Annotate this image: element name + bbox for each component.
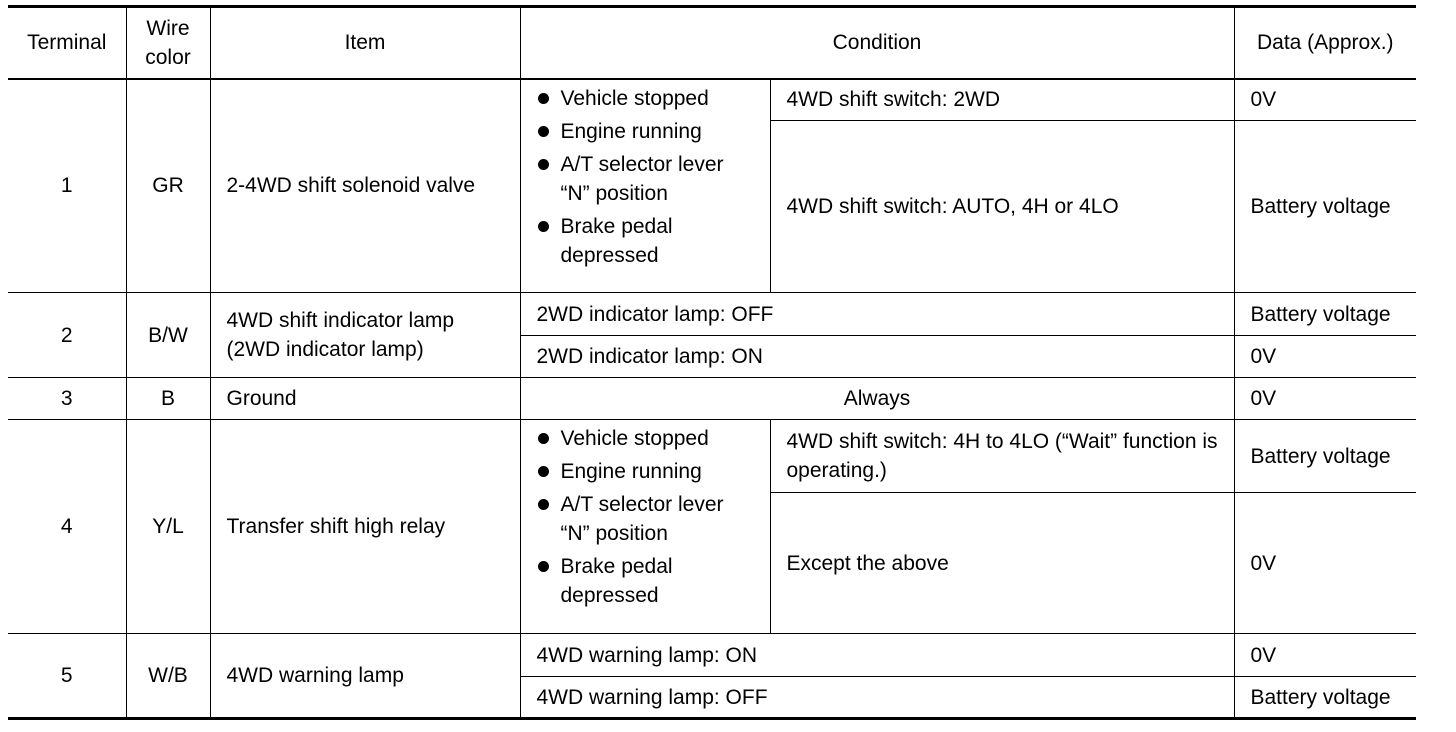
header-terminal: Terminal bbox=[8, 7, 126, 79]
sub-condition-cell: 4WD shift switch: AUTO, 4H or 4LO bbox=[770, 121, 1234, 293]
data-cell: 0V bbox=[1234, 493, 1416, 634]
sub-condition-cell: 4WD shift switch: 2WD bbox=[770, 79, 1234, 121]
sub-condition-cell: Except the above bbox=[770, 493, 1234, 634]
bullet-item: Vehicle stopped bbox=[537, 84, 754, 113]
condition-cell: 4WD warning lamp: OFF bbox=[520, 677, 1234, 719]
bullet-item: A/T selector lever “N” position bbox=[537, 150, 754, 208]
sub-condition-cell: 4WD shift switch: 4H to 4LO (“Wait” function is operating.) bbox=[770, 420, 1234, 493]
condition-cell: 4WD warning lamp: ON bbox=[520, 634, 1234, 677]
bullet-item: Engine running bbox=[537, 117, 754, 146]
data-cell: Battery voltage bbox=[1234, 293, 1416, 336]
terminal-cell: 4 bbox=[8, 420, 126, 634]
table-row bbox=[8, 293, 1416, 336]
wire-color-cell: Y/L bbox=[126, 420, 210, 634]
wire-color-cell: B/W bbox=[126, 293, 210, 378]
wire-color-cell: B bbox=[126, 378, 210, 420]
data-cell: Battery voltage bbox=[1234, 677, 1416, 719]
terminal-cell: 3 bbox=[8, 378, 126, 420]
data-cell: 0V bbox=[1234, 79, 1416, 121]
table-row bbox=[8, 378, 1416, 420]
bullet-item: Vehicle stopped bbox=[537, 424, 754, 453]
table-row bbox=[8, 634, 1416, 677]
terminal-data-table bbox=[8, 5, 1416, 720]
condition-cell: Always bbox=[520, 378, 1234, 420]
item-cell: Transfer shift high relay bbox=[210, 420, 520, 634]
condition-cell: 2WD indicator lamp: ON bbox=[520, 336, 1234, 378]
terminal-cell: 5 bbox=[8, 634, 126, 719]
data-cell: Battery voltage bbox=[1234, 420, 1416, 493]
header-data: Data (Approx.) bbox=[1234, 7, 1416, 79]
bullet-item: A/T selector lever “N” position bbox=[537, 490, 754, 548]
item-cell: 2-4WD shift solenoid valve bbox=[210, 79, 520, 293]
condition-cell: 2WD indicator lamp: OFF bbox=[520, 293, 1234, 336]
bullet-item: Engine running bbox=[537, 457, 754, 486]
header-condition: Condition bbox=[520, 7, 1234, 79]
condition-bullets bbox=[520, 79, 770, 293]
condition-bullets bbox=[520, 420, 770, 634]
data-cell: 0V bbox=[1234, 336, 1416, 378]
header-row bbox=[8, 7, 1416, 79]
data-cell: 0V bbox=[1234, 634, 1416, 677]
data-cell: Battery voltage bbox=[1234, 121, 1416, 293]
header-item: Item bbox=[210, 7, 520, 79]
bullet-item: Brake pedal depressed bbox=[537, 552, 754, 610]
wire-color-cell: W/B bbox=[126, 634, 210, 719]
terminal-cell: 1 bbox=[8, 79, 126, 293]
table-row bbox=[8, 420, 1416, 493]
header-wire-color: Wire color bbox=[126, 7, 210, 79]
table-row bbox=[8, 79, 1416, 121]
bullet-item: Brake pedal depressed bbox=[537, 212, 754, 270]
item-cell: 4WD shift indicator lamp (2WD indicator lamp) bbox=[210, 293, 520, 378]
item-cell: 4WD warning lamp bbox=[210, 634, 520, 719]
item-cell: Ground bbox=[210, 378, 520, 420]
data-cell: 0V bbox=[1234, 378, 1416, 420]
terminal-cell: 2 bbox=[8, 293, 126, 378]
wire-color-cell: GR bbox=[126, 79, 210, 293]
